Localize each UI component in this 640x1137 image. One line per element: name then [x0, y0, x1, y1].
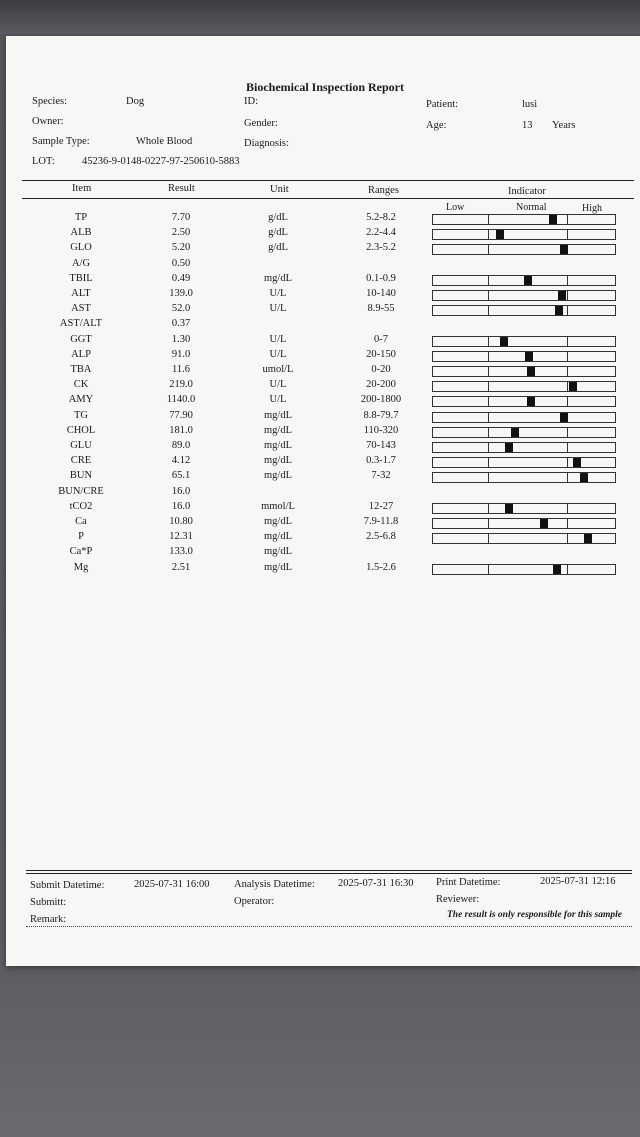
row-unit: mg/dL — [264, 546, 292, 558]
row-item: BUN — [69, 470, 93, 482]
indicator-divider — [567, 352, 568, 361]
indicator-divider — [488, 534, 489, 543]
analysis-datetime-label: Analysis Datetime: — [234, 879, 315, 890]
row-unit: U/L — [269, 333, 287, 345]
row-result: 11.6 — [172, 364, 190, 375]
indicator-bar — [432, 336, 616, 347]
row-range: 0-7 — [374, 333, 388, 345]
row-range: 0.3-1.7 — [366, 455, 396, 467]
header-result: Result — [168, 183, 195, 194]
gender-label: Gender: — [244, 118, 278, 129]
row-result: 89.0 — [171, 440, 191, 451]
species-label: Species: — [32, 96, 67, 107]
submitter-label: Submitt: — [30, 897, 67, 908]
row-range: 12-27 — [368, 500, 394, 512]
row-item: BUN/CRE — [58, 485, 104, 497]
row-unit: mg/dL — [264, 272, 292, 284]
analysis-datetime-value: 2025-07-31 16:30 — [338, 878, 414, 889]
indicator-divider — [567, 276, 568, 285]
row-unit: g/dL — [268, 227, 288, 239]
row-unit: U/L — [269, 394, 287, 406]
row-item: ALT — [71, 288, 91, 299]
row-result: 0.49 — [171, 272, 191, 284]
indicator-bar — [432, 381, 616, 392]
indicator-bar — [432, 229, 616, 240]
table-row — [6, 440, 640, 455]
lot-label: LOT: — [32, 156, 55, 167]
row-item: TBA — [70, 364, 92, 375]
indicator-bar — [432, 366, 616, 377]
footer-top-rule — [26, 870, 632, 871]
row-range: 10-140 — [366, 288, 396, 299]
disclaimer: The result is only responsible for this sample — [447, 910, 622, 920]
footer-bottom-rule — [26, 926, 632, 927]
row-unit: mg/dL — [264, 531, 292, 543]
header-bottom-rule — [22, 198, 634, 199]
row-result: 1140.0 — [166, 394, 196, 406]
indicator-bar — [432, 472, 616, 483]
table-row — [6, 410, 640, 425]
row-result: 7.70 — [171, 212, 191, 223]
indicator-divider — [488, 458, 489, 467]
table-row — [6, 258, 640, 273]
indicator-marker — [553, 565, 561, 574]
table-row — [6, 273, 640, 288]
age-unit: Years — [552, 120, 576, 131]
row-item: Ca — [75, 516, 87, 527]
header-ranges: Ranges — [368, 185, 399, 196]
row-result: 77.90 — [169, 409, 193, 421]
row-range: 2.2-4.4 — [366, 227, 396, 239]
row-result: 181.0 — [169, 424, 193, 436]
indicator-divider — [488, 367, 489, 376]
indicator-divider — [488, 337, 489, 346]
table-row — [6, 486, 640, 501]
header-indicator: Indicator — [508, 186, 546, 197]
indicator-divider — [488, 428, 489, 437]
row-result: 1.30 — [171, 333, 191, 345]
row-item: CRE — [70, 455, 92, 467]
background-top — [0, 0, 640, 34]
table-row — [6, 288, 640, 303]
indicator-divider — [488, 565, 489, 574]
indicator-bar — [432, 503, 616, 514]
indicator-divider — [488, 382, 489, 391]
indicator-marker — [511, 428, 519, 437]
indicator-marker — [560, 413, 568, 422]
operator-label: Operator: — [234, 896, 275, 907]
row-unit: U/L — [269, 303, 287, 315]
indicator-divider — [488, 443, 489, 452]
row-range: 5.2-8.2 — [366, 212, 396, 223]
remark-label: Remark: — [30, 914, 67, 925]
indicator-divider — [567, 230, 568, 239]
row-result: 133.0 — [169, 546, 193, 558]
table-row — [6, 212, 640, 227]
row-range: 8.8-79.7 — [363, 409, 399, 421]
row-range: 7.9-11.8 — [363, 516, 399, 527]
row-item: GLO — [70, 242, 92, 254]
indicator-marker — [496, 230, 504, 239]
indicator-divider — [488, 245, 489, 254]
patient-label: Patient: — [426, 99, 459, 110]
owner-label: Owner: — [32, 116, 64, 127]
row-range: 8.9-55 — [367, 303, 395, 315]
row-item: CK — [73, 379, 89, 391]
print-datetime-label: Print Datetime: — [436, 877, 501, 888]
row-unit: mmol/L — [261, 500, 295, 512]
indicator-divider — [567, 291, 568, 300]
row-item: AMY — [68, 394, 94, 406]
row-result: 0.50 — [171, 257, 191, 269]
indicator-divider — [488, 504, 489, 513]
table-row — [6, 531, 640, 546]
indicator-marker — [584, 534, 592, 543]
row-item: TG — [74, 409, 88, 421]
row-result: 10.80 — [169, 516, 193, 527]
table-row — [6, 455, 640, 470]
indicator-divider — [488, 397, 489, 406]
indicator-marker — [500, 337, 508, 346]
sample-type-value: Whole Blood — [136, 136, 193, 147]
row-range: 110-320 — [363, 424, 399, 436]
indicator-marker — [549, 215, 557, 224]
row-result: 65.1 — [171, 470, 191, 482]
header-item: Item — [72, 183, 92, 194]
row-result: 219.0 — [169, 379, 193, 391]
row-range: 200-1800 — [360, 394, 402, 406]
indicator-marker — [573, 458, 581, 467]
indicator-divider — [567, 458, 568, 467]
indicator-divider — [567, 306, 568, 315]
row-item: Ca*P — [69, 546, 93, 558]
table-top-rule — [22, 180, 634, 181]
indicator-marker — [569, 382, 577, 391]
row-result: 4.12 — [171, 455, 191, 467]
indicator-divider — [488, 215, 489, 224]
indicator-marker — [505, 504, 513, 513]
indicator-bar — [432, 244, 616, 255]
row-range: 2.3-5.2 — [366, 242, 396, 254]
table-row — [6, 349, 640, 364]
indicator-bar — [432, 305, 616, 316]
row-item: Mg — [73, 561, 89, 573]
indicator-divider — [567, 397, 568, 406]
row-result: 16.0 — [171, 500, 191, 512]
indicator-divider — [567, 367, 568, 376]
indicator-divider — [567, 473, 568, 482]
indicator-marker — [527, 367, 535, 376]
table-row — [6, 516, 640, 531]
row-range: 70-143 — [366, 440, 396, 451]
indicator-divider — [488, 230, 489, 239]
table-row — [6, 394, 640, 409]
indicator-divider — [567, 215, 568, 224]
row-unit: U/L — [269, 379, 287, 391]
row-item: GLU — [70, 440, 92, 451]
indicator-divider — [567, 519, 568, 528]
indicator-bar — [432, 427, 616, 438]
row-range: 20-150 — [366, 348, 396, 360]
indicator-bar — [432, 275, 616, 286]
print-datetime-value: 2025-07-31 12:16 — [540, 876, 616, 887]
row-unit: g/dL — [268, 242, 288, 254]
row-unit: mg/dL — [264, 455, 292, 467]
age-label: Age: — [426, 120, 447, 131]
diagnosis-label: Diagnosis: — [244, 138, 289, 149]
row-range: 0.1-0.9 — [366, 272, 396, 284]
table-row — [6, 501, 640, 516]
table-row — [6, 303, 640, 318]
lot-value: 45236-9-0148-0227-97-250610-5883 — [82, 156, 240, 167]
id-label: ID: — [244, 96, 258, 107]
row-unit: mg/dL — [264, 516, 292, 527]
age-value: 13 — [522, 120, 533, 131]
table-row — [6, 318, 640, 333]
row-item: TP — [74, 212, 88, 223]
row-item: A/G — [71, 257, 91, 269]
indicator-low-label: Low — [446, 202, 465, 213]
table-row — [6, 562, 640, 577]
row-range: 20-200 — [366, 379, 396, 391]
species-value: Dog — [126, 96, 145, 107]
row-range: 0-20 — [371, 364, 391, 375]
indicator-divider — [567, 337, 568, 346]
row-result: 52.0 — [171, 303, 191, 315]
indicator-bar — [432, 214, 616, 225]
report-title: Biochemical Inspection Report — [246, 80, 404, 94]
row-result: 139.0 — [169, 288, 193, 299]
indicator-bar — [432, 533, 616, 544]
row-unit: umol/L — [262, 364, 294, 375]
table-row — [6, 227, 640, 242]
row-unit: U/L — [269, 288, 287, 299]
sample-type-label: Sample Type: — [32, 136, 90, 147]
row-item: P — [78, 531, 84, 543]
row-unit: mg/dL — [264, 470, 292, 482]
table-row — [6, 242, 640, 257]
indicator-divider — [488, 413, 489, 422]
indicator-divider — [488, 519, 489, 528]
table-row — [6, 334, 640, 349]
row-unit: mg/dL — [264, 424, 292, 436]
indicator-marker — [560, 245, 568, 254]
row-unit: U/L — [269, 348, 287, 360]
row-result: 0.37 — [171, 318, 191, 330]
row-item: AST — [71, 303, 91, 315]
indicator-bar — [432, 564, 616, 575]
indicator-divider — [488, 306, 489, 315]
table-row — [6, 470, 640, 485]
indicator-divider — [488, 352, 489, 361]
row-unit: mg/dL — [264, 440, 292, 451]
row-result: 5.20 — [171, 242, 191, 254]
row-unit: mg/dL — [264, 561, 292, 573]
row-result: 2.51 — [171, 561, 191, 573]
row-result: 16.0 — [171, 485, 191, 497]
row-unit: g/dL — [268, 212, 288, 223]
indicator-bar — [432, 518, 616, 529]
row-range: 2.5-6.8 — [366, 531, 396, 543]
row-item: CHOL — [66, 424, 96, 436]
indicator-bar — [432, 442, 616, 453]
row-result: 91.0 — [171, 348, 191, 360]
row-range: 7-32 — [371, 470, 391, 482]
indicator-marker — [527, 397, 535, 406]
table-row — [6, 425, 640, 440]
indicator-marker — [580, 473, 588, 482]
row-item: TBIL — [69, 272, 93, 284]
indicator-bar — [432, 457, 616, 468]
row-item: ALP — [71, 348, 91, 360]
row-item: AST/ALT — [59, 318, 103, 330]
indicator-marker — [555, 306, 563, 315]
indicator-marker — [505, 443, 513, 452]
indicator-marker — [540, 519, 548, 528]
indicator-divider — [567, 504, 568, 513]
submit-datetime-value: 2025-07-31 16:00 — [134, 879, 210, 890]
table-row — [6, 364, 640, 379]
row-unit: mg/dL — [264, 409, 292, 421]
row-item: tCO2 — [69, 500, 93, 512]
indicator-divider — [567, 565, 568, 574]
indicator-divider — [488, 276, 489, 285]
row-range: 1.5-2.6 — [366, 561, 396, 573]
indicator-high-label: High — [582, 203, 602, 214]
indicator-bar — [432, 351, 616, 362]
row-result: 2.50 — [171, 227, 191, 239]
indicator-bar — [432, 290, 616, 301]
row-item: GGT — [70, 333, 92, 345]
indicator-marker — [525, 352, 533, 361]
footer-top-rule-2 — [26, 873, 632, 874]
indicator-bar — [432, 412, 616, 423]
submit-datetime-label: Submit Datetime: — [30, 880, 105, 891]
indicator-bar — [432, 396, 616, 407]
indicator-normal-label: Normal — [516, 202, 547, 213]
indicator-divider — [488, 291, 489, 300]
reviewer-label: Reviewer: — [436, 894, 480, 905]
table-row — [6, 546, 640, 561]
indicator-marker — [524, 276, 532, 285]
indicator-divider — [567, 428, 568, 437]
header-unit: Unit — [270, 184, 289, 195]
indicator-divider — [567, 382, 568, 391]
indicator-marker — [558, 291, 566, 300]
row-result: 12.31 — [169, 531, 193, 543]
report-paper — [6, 36, 640, 966]
patient-value: lusi — [522, 99, 538, 110]
indicator-divider — [567, 443, 568, 452]
row-item: ALB — [70, 227, 92, 239]
indicator-divider — [488, 473, 489, 482]
table-row — [6, 379, 640, 394]
indicator-divider — [567, 534, 568, 543]
